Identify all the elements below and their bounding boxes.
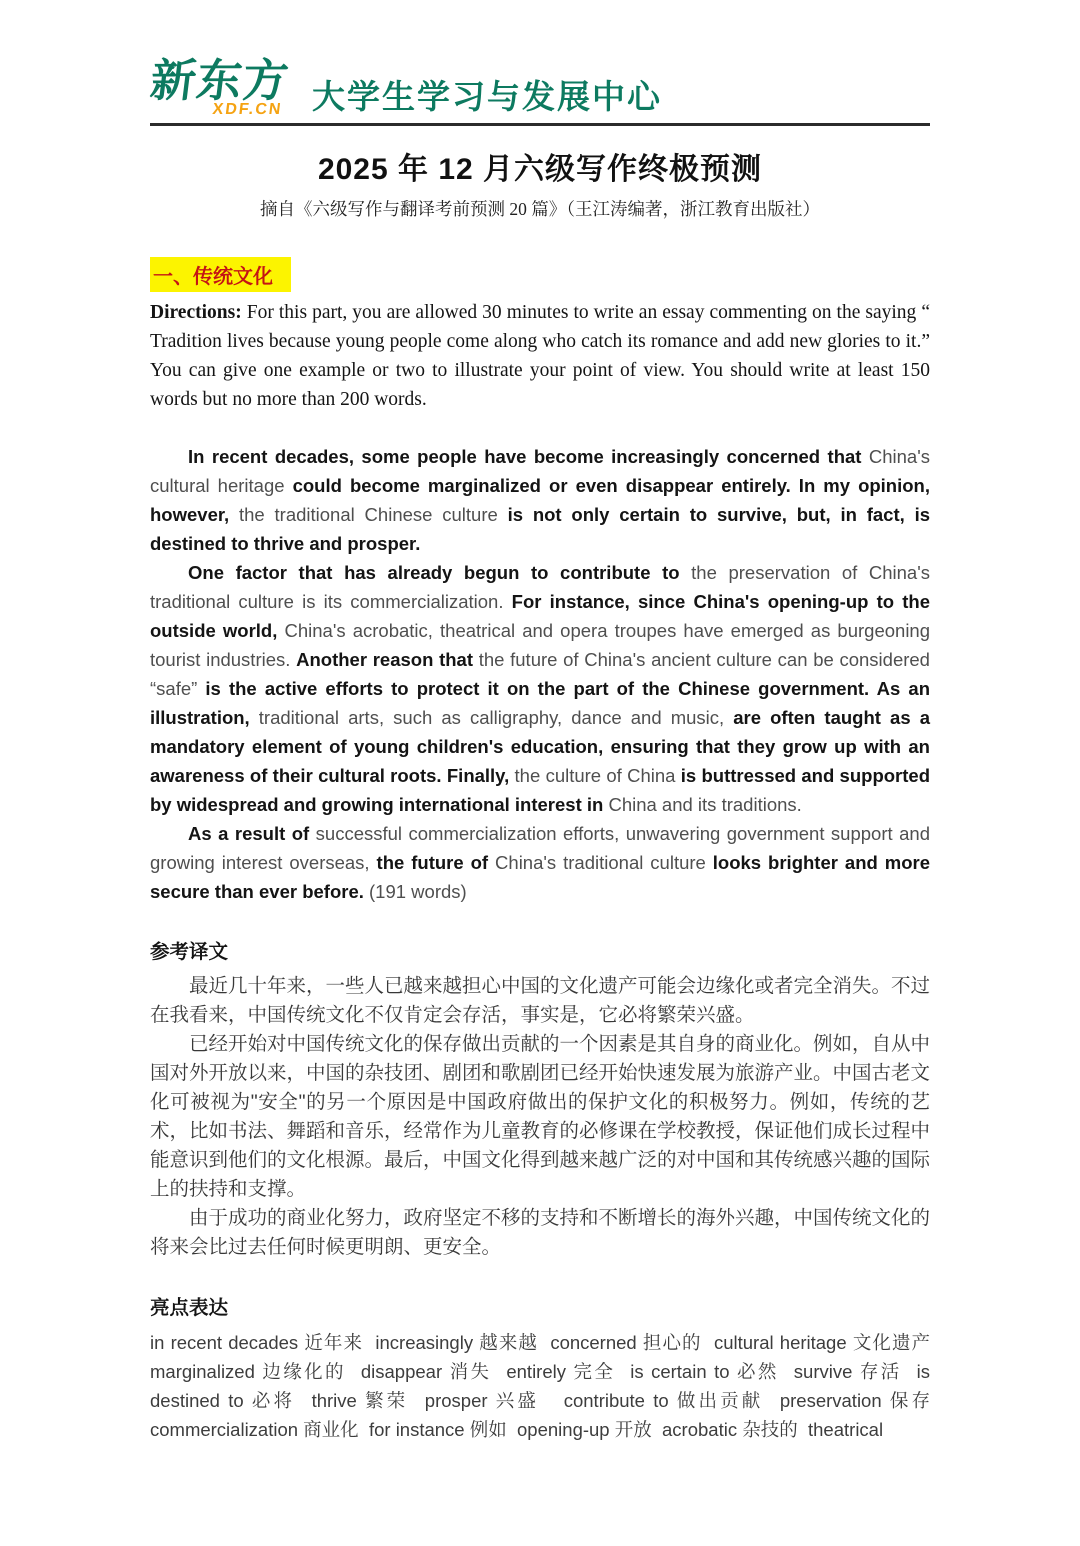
logo-row: [147, 55, 930, 118]
text-segment: One factor that has already begun to contribute to: [188, 562, 692, 583]
text-segment: traditional arts, such as calligraphy, dance and music,: [258, 707, 734, 728]
logo-wordmark: 新东方: [147, 55, 293, 106]
text-segment: China's traditional culture: [495, 852, 713, 873]
header-divider: [150, 123, 930, 126]
translation-paragraph-2: 已经开始对中国传统文化的保存做出贡献的一个因素是其自身的商业化。例如，自从中国对外开放以来，中国的杂技团、剧团和歌剧团已经开始快速发展为旅游产业。中国古老文化可被视为"安全"的另一个原因是中国政府做出的保护文化的积极努力。例如，传统的艺术，比如书法、舞蹈和音乐，经常作为儿童教育的必修课在学校教授，保证他们成长过程中能意识到他们的文化根源。最后，中国文化得到越来越广泛的对中国和其传统感兴趣的国际上的扶持和支撑。: [150, 1033, 931, 1200]
text-segment: Another reason that: [296, 649, 479, 670]
text-segment: looks brighter and more secure than ever before.: [150, 852, 930, 902]
text-segment: As a result of: [188, 823, 316, 844]
text-segment: China's acrobatic, theatrical and opera troupes have emerged as burgeoning tourist industries.: [150, 620, 931, 670]
text-segment: In recent decades, some people have become increasingly concerned that: [188, 446, 869, 467]
essay-paragraph-3: [150, 819, 930, 906]
translation-heading: 参考译文: [150, 941, 229, 963]
translation-paragraph-3: 由于成功的商业化努力，政府坚定不移的支持和不断增长的海外兴趣，中国传统文化的将来会比过去任何时候更明朗、更安全。: [150, 1207, 931, 1258]
text-segment: successful commercialization efforts, unwavering government support and growing interest overseas,: [150, 823, 930, 873]
text-segment: the preservation of China's traditional culture is its commercialization.: [150, 562, 931, 612]
header: [147, 55, 930, 126]
translation-paragraph-1: 最近几十年来，一些人已越来越担心中国的文化遗产可能会边缘化或者完全消失。不过在我看来，中国传统文化不仅肯定会存活，事实是，它必将繁荣兴盛。: [150, 975, 931, 1026]
text-segment: the future of China's ancient culture can be considered “safe”: [150, 649, 930, 699]
essay-block: [150, 442, 930, 906]
text-segment: For instance, since China's opening-up to the outside world,: [150, 591, 930, 641]
logo-domain: XDF.CN: [211, 101, 284, 118]
page-title: 2025 年 12 月六级写作终极预测: [317, 153, 763, 186]
text-segment: is buttressed and supported by widespread and growing international interest in: [150, 765, 930, 815]
text-segment: is the active efforts to protect it on the part of the Chinese government. As an illustration,: [150, 678, 930, 728]
text-segment: China and its traditions.: [608, 794, 802, 815]
text-segment: China's cultural heritage: [150, 446, 930, 496]
text-segment: the culture of China: [514, 765, 681, 786]
text-segment: could become marginalized or even disappear entirely. In my opinion, however,: [150, 475, 930, 525]
text-segment: the future of: [376, 852, 496, 873]
essay-paragraph-1: [150, 442, 930, 558]
text-segment: (191 words): [369, 881, 467, 902]
text-segment: the traditional Chinese culture: [239, 504, 508, 525]
page-subtitle: 摘自《六级写作与翻译考前预测 20 篇》（王江涛编著，浙江教育出版社）: [260, 199, 820, 219]
section-heading-highlight: 一、传统文化: [150, 257, 291, 292]
directions-label: Directions:: [150, 302, 242, 323]
essay-paragraph-2: [150, 558, 930, 819]
section-1-heading: [150, 257, 930, 292]
highlights-heading: 亮点表达: [150, 1297, 229, 1319]
text-segment: is not only certain to survive, but, in fact, is destined to thrive and prosper.: [150, 504, 930, 554]
center-name: 大学生学习与发展中心: [312, 78, 663, 115]
directions-paragraph: [150, 298, 930, 414]
highlights-paragraph: in recent decades 近年来 increasingly 越来越 concerned 担心的 cultural heritage 文化遗产 marginalized 边缘化的 disappear 消失 entirely 完全 is certain to 必然 survive 存活 is destined to 必将 thrive 繁荣 prosper 兴盛 contribute to 做出贡献 preservation 保存 commercialization 商业化 for instance 例如 opening-up 开放 acrobatic 杂技的 theatrical: [150, 1332, 936, 1440]
xdf-logo: [146, 55, 293, 118]
text-segment: are often taught as a mandatory element of young children's education, ensuring that they grow up with an awareness of their cultural roots. Finally,: [150, 707, 930, 786]
directions-text: For this part, you are allowed 30 minutes to write an essay commenting on the saying “ Tradition lives because young people come along who catch its romance and add new glories to it.” You can give one example or two to illustrate your point of view. You should write at least 150 words but no more than 200 words.: [150, 302, 930, 410]
